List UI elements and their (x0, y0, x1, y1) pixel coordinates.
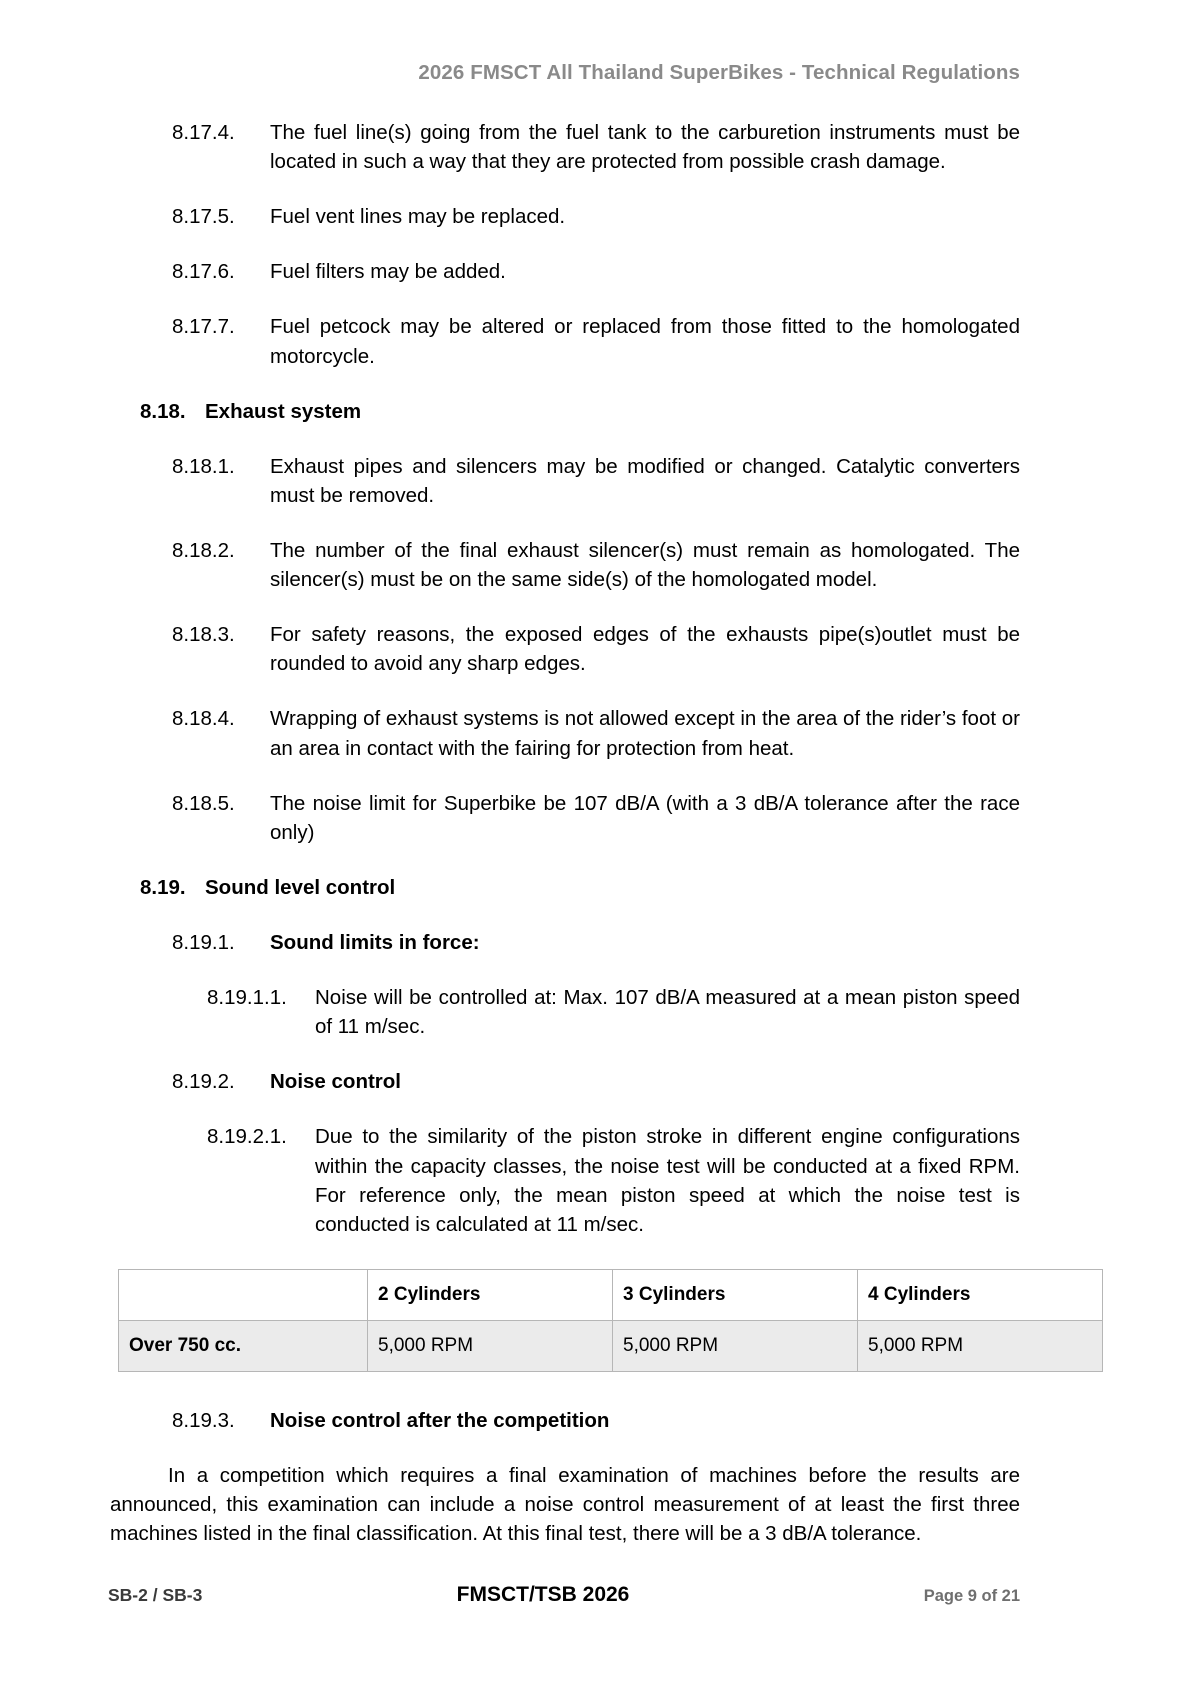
section-number: 8.18. (140, 399, 186, 423)
clause-title: Sound limits in force: (270, 930, 480, 954)
clause-8-19-1-1 (207, 983, 1020, 1041)
section-number: 8.19. (140, 875, 186, 899)
clause-title: Noise control after the competition (270, 1408, 610, 1432)
rpm-table (118, 1269, 1103, 1372)
clause-text: Fuel petcock may be altered or replaced from those fitted to the homologated motorcycle. (270, 315, 1020, 368)
table-row (119, 1320, 1103, 1371)
clause-number: 8.17.5. (172, 205, 235, 229)
document-body (0, 118, 1190, 1548)
table-cell-4cyl: 5,000 RPM (858, 1320, 1103, 1371)
table-row-label: Over 750 cc. (119, 1320, 368, 1371)
clause-8-18-4 (172, 704, 1020, 762)
clause-text: Fuel filters may be added. (270, 260, 506, 284)
closing-paragraph: In a competition which requires a final examination of machines before the results are announced, this examination can include a noise control measurement of at least the first three machines listed in the final classification. At this final test, there will be a 3 dB/A tolerance. (110, 1463, 1020, 1546)
table-header-row (119, 1269, 1103, 1320)
clause-text: Noise will be controlled at: Max. 107 dB/A measured at a mean piston speed of 11 m/sec. (315, 986, 1020, 1039)
page-header: 2026 FMSCT All Thailand SuperBikes - Technical Regulations (418, 61, 1020, 84)
clause-number: 8.19.2.1. (207, 1125, 287, 1149)
section-heading-8-19 (140, 873, 1190, 902)
table-header-cell-4cyl: 4 Cylinders (858, 1269, 1103, 1320)
clause-8-18-1 (172, 452, 1020, 510)
clause-8-17-4 (172, 118, 1020, 176)
clause-text: Due to the similarity of the piston stroke in different engine configurations within the capacity classes, the noise test will be conducted at a fixed RPM. For reference only, the mean piston speed at which the noise test is conducted is calculated at 11 m/sec. (315, 1125, 1020, 1236)
clause-number: 8.18.2. (172, 538, 235, 562)
clause-text: Fuel vent lines may be replaced. (270, 205, 566, 229)
clause-8-19-2-1 (207, 1122, 1020, 1238)
clause-number: 8.18.4. (172, 707, 235, 731)
clause-8-18-5 (172, 789, 1020, 847)
clause-8-18-2 (172, 536, 1020, 594)
clause-text: The fuel line(s) going from the fuel tank to the carburetion instruments must be located in such a way that they are protected from possible crash damage. (270, 121, 1020, 174)
clause-number: 8.17.7. (172, 315, 235, 339)
clause-title: Noise control (270, 1070, 401, 1094)
clause-number: 8.17.6. (172, 260, 235, 284)
table-cell-2cyl: 5,000 RPM (368, 1320, 613, 1371)
table-header-cell-blank (119, 1269, 368, 1320)
clause-number: 8.17.4. (172, 121, 235, 144)
section-title: Sound level control (205, 875, 396, 899)
clause-text: The noise limit for Superbike be 107 dB/A (with a 3 dB/A tolerance after the race only) (270, 791, 1020, 844)
section-heading-8-18 (140, 397, 1190, 426)
footer-page-number: Page 9 of 21 (923, 1587, 1020, 1605)
clause-number: 8.19.2. (172, 1070, 235, 1094)
clause-text: For safety reasons, the exposed edges of the exhausts pipe(s)outlet must be rounded to avoid any sharp edges. (270, 623, 1020, 676)
subheading-8-19-1 (172, 928, 1020, 957)
clause-number: 8.18.5. (172, 791, 235, 815)
subheading-8-19-3 (172, 1406, 1020, 1435)
table-cell-3cyl: 5,000 RPM (613, 1320, 858, 1371)
clause-number: 8.18.1. (172, 454, 235, 478)
clause-8-17-6 (172, 257, 1020, 286)
clause-text: The number of the final exhaust silencer(s) must remain as homologated. The silencer(s) must be on the same side(s) of the homologated model. (270, 538, 1020, 592)
subheading-8-19-2 (172, 1067, 1020, 1096)
clause-8-18-3 (172, 620, 1020, 678)
table-header-cell-2cyl: 2 Cylinders (368, 1269, 613, 1320)
clause-number: 8.19.1. (172, 930, 235, 954)
page-footer (108, 1583, 1020, 1607)
clause-number: 8.19.3. (172, 1408, 235, 1432)
section-title: Exhaust system (205, 399, 362, 423)
clause-number: 8.18.3. (172, 623, 235, 647)
table-header-cell-3cyl: 3 Cylinders (613, 1269, 858, 1320)
footer-doc-code: FMSCT/TSB 2026 (456, 1583, 630, 1606)
clause-text: Exhaust pipes and silencers may be modified or changed. Catalytic converters must be removed. (270, 454, 1020, 507)
clause-number: 8.19.1.1. (207, 986, 287, 1010)
clause-8-17-5 (172, 202, 1020, 231)
clause-8-17-7 (172, 312, 1020, 370)
rpm-table-container (118, 1269, 1018, 1372)
clause-text: Wrapping of exhaust systems is not allowed except in the area of the rider’s foot or an area in contact with the fairing for protection from heat. (270, 707, 1020, 760)
footer-class-code: SB-2 / SB-3 (108, 1585, 203, 1605)
